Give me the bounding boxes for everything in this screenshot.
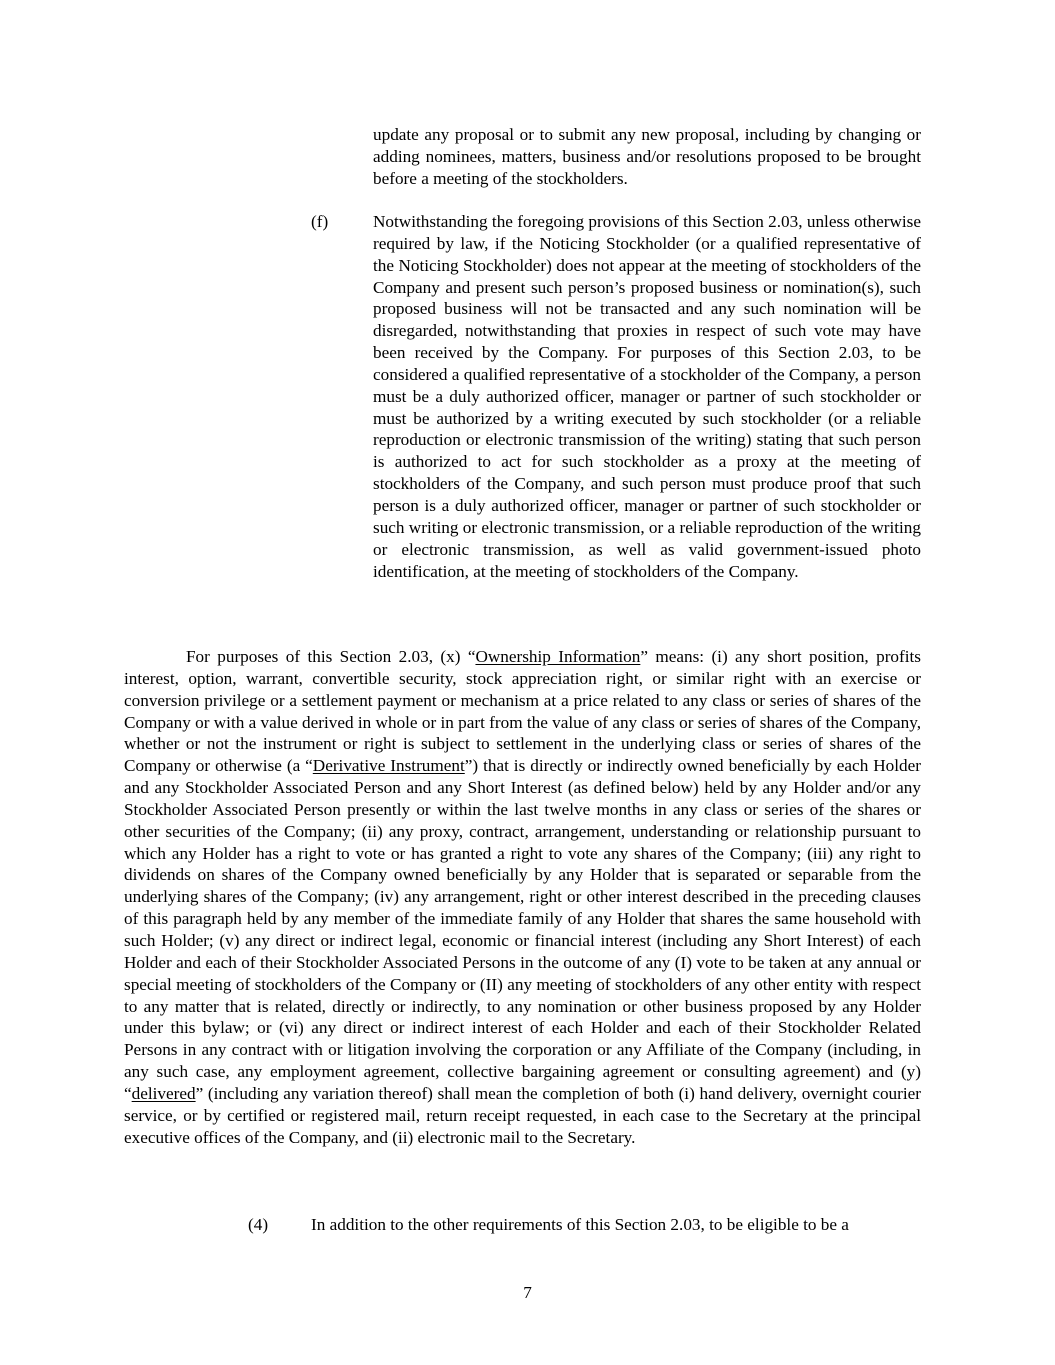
item-4-paragraph: In addition to the other requirements of this Section 2.03, to be eligible to be a <box>311 1215 849 1234</box>
item-f-paragraph: Notwithstanding the foregoing provisions of this Section 2.03, unless otherwise required by law, if the Noticing Stockholder (or a qualified representative of the Noticing Stockholder) does not appear at the meeting of stockholders of the Company and present such person’s proposed business or nomination(s), such proposed business will not be transacted and any such nomination will be disregarded, notwithstanding that proxies in respect of such vote may have been received by the Company. For purposes of this Section 2.03, to be considered a qualified representative of a stockholder of the Company, a person must be a duly authorized officer, manager or partner of such stockholder or must be authorized by a writing executed by such stockholder (or a reliable reproduction or electronic transmission of the writing) stating that such person is authorized to act for such stockholder as a proxy at the meeting of stockholders of the Company, and such person must produce proof that such person is a duly authorized officer, manager or partner of such stockholder or such writing or electronic transmission, or a reliable reproduction of the writing or electronic transmission, as well as valid government-issued photo identification, at the meeting of stockholders of the Company. <box>373 212 921 581</box>
continuation-paragraph: update any proposal or to submit any new proposal, including by changing or adding nominees, matters, business and/or resolutions proposed to be brought before a meeting of the stockholders. <box>373 125 921 188</box>
definitions-paragraph <box>124 646 921 1148</box>
page-number: 7 <box>523 1283 532 1302</box>
defined-term-derivative-instrument: Derivative Instrument <box>312 756 465 776</box>
definitions-text-3: ”) that is directly or indirectly owned beneficially by each Holder and any Stockholder Associated Person and any Short Interest (as defined below) held by any Holder and/or any Stockholder Associated Person presently or within the last twelve months in any class or series of the shares or other securities of the Company; (ii) any proxy, contract, arrangement, understanding or relationship pursuant to which any Holder has a right to vote or has granted a right to vote any shares of the Company; (iii) any right to dividends on shares of the Company owned beneficially by any Holder that is separated or separable from the underlying shares of the Company; (iv) any arrangement, right or other interest described in the preceding clauses of this paragraph held by any member of the immediate family of any Holder that shares the same household with such Holder; (v) any direct or indirect legal, economic or financial interest (including any Short Interest) of each Holder and each of their Stockholder Associated Persons in the outcome of any (I) vote to be taken at any annual or special meeting of stockholders of the Company or (II) any meeting of stockholders of any other entity with respect to any matter that is related, directly or indirectly, to any nomination or other business proposed by any Holder under this bylaw; or (vi) any direct or indirect interest of each Holder and each of their Stockholder Related Persons in any contract with or litigation involving the corporation or any Affiliate of the Company (including, in any such case, any employment agreement, collective bargaining agreement or consulting agreement) and (y) “ <box>124 756 921 1103</box>
item-4-label: (4) <box>248 1215 269 1234</box>
definitions-text-1: For purposes of this Section 2.03, (x) “ <box>186 647 476 666</box>
item-f-label: (f) <box>311 212 329 231</box>
definitions-text-2: ” means: (i) any short position, profits interest, option, warrant, convertible security, stock appreciation right, or similar right with an exercise or conversion privilege or a settlement payment or mechanism at a price related to any class or series of shares of the Company or with a value derived in whole or in part from the value of any class or series of shares of the Company, whether or not the instrument or right is subject to settlement in the underlying class or series of shares of the Company or otherwise (a “ <box>124 647 921 776</box>
definitions-text-4: ” (including any variation thereof) shall mean the completion of both (i) hand delivery, overnight courier service, or by certified or registered mail, return receipt requested, in each case to the Secretary at the principal executive offices of the Company, and (ii) electronic mail to the Secretary. <box>124 1083 921 1147</box>
defined-term-ownership-information: Ownership Information <box>475 647 641 666</box>
defined-term-delivered: delivered <box>131 1083 196 1103</box>
